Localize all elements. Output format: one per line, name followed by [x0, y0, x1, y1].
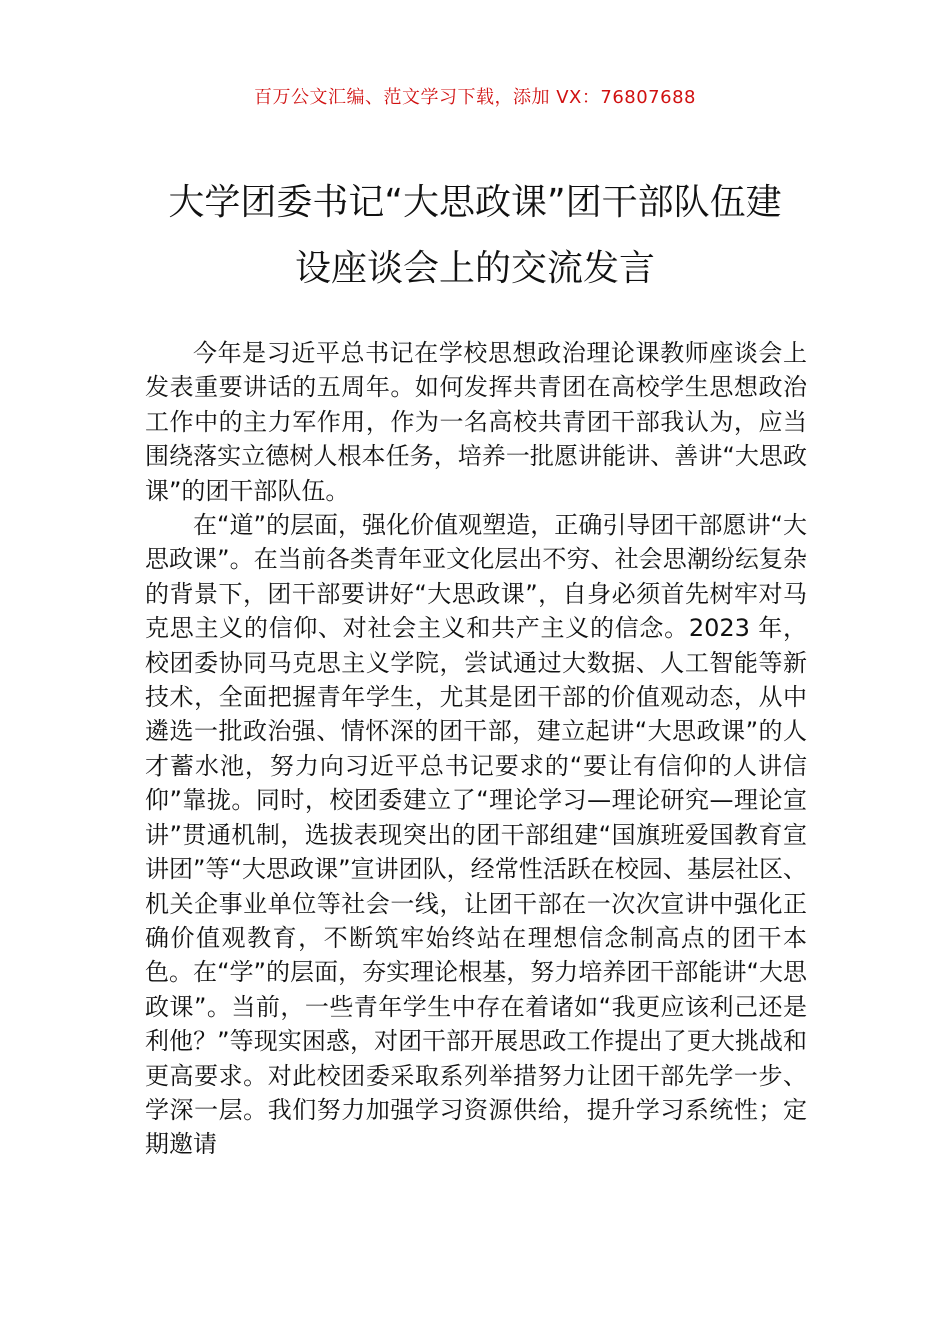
paragraph: 今年是习近平总书记在学校思想政治理论课教师座谈会上发表重要讲话的五周年。如何发挥共青团在高校学生思想政治工作中的主力军作用，作为一名高校共青团干部我认为，应当围绕落实立德树人根本任务，培养一批愿讲能讲、善讲“大思政课”的团干部队伍。: [145, 339, 807, 505]
document-title: [120, 170, 830, 302]
document-body: [145, 336, 807, 1162]
title-line-1: 大学团委书记“大思政课”团干部队伍建: [168, 182, 782, 223]
title-line-2: 设座谈会上的交流发言: [294, 248, 655, 289]
download-promo-note: 百万公文汇编、范文学习下载，添加 VX：76807688: [254, 87, 696, 108]
paragraph: 在“道”的层面，强化价值观塑造，正确引导团干部愿讲“大思政课”。在当前各类青年亚文化层出不穷、社会思潮纷纭复杂的背景下，团干部要讲好“大思政课”，自身必须首先树牢对马克思主义的信仰、对社会主义和共产主义的信念。2023 年，校团委协同马克思主义学院，尝试通过大数据、人工智能等新技术，全面把握青年学生，尤其是团干部的价值观动态，从中遴选一批政治强、情怀深的团干部，建立起讲“大思政课”的人才蓄水池，努力向习近平总书记要求的“要让有信仰的人讲信仰”靠拢。同时，校团委建立了“理论学习—理论研究—理论宣讲”贯通机制，选拔表现突出的团干部组建“国旗班爱国教育宣讲团”等“大思政课”宣讲团队，经常性活跃在校园、基层社区、机关企事业单位等社会一线，让团干部在一次次宣讲中强化正确价值观教育，不断筑牢始终站在理想信念制高点的团干本色。在“学”的层面，夯实理论根基，努力培养团干部能讲“大思政课”。当前，一些青年学生中存在着诸如“我更应该利己还是利他？”等现实困惑，对团干部开展思政工作提出了更大挑战和更高要求。对此校团委采取系列举措努力让团干部先学一步、学深一层。我们努力加强学习资源供给，提升学习系统性；定期邀请: [145, 511, 807, 1159]
